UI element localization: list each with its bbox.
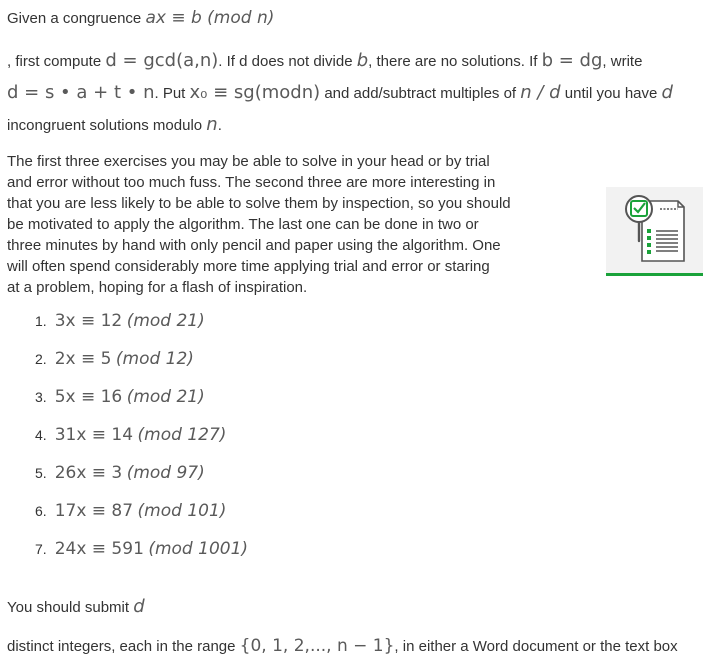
n-over-d-expression: n / d [520,82,561,103]
exercise-modulus: (mod 12) [115,349,194,369]
exercise-modulus: (mod 101) [137,501,227,521]
incongruent-text: incongruent solutions modulo [7,117,203,134]
if-not-divide-text: . If d does not divide [218,53,353,70]
put-text: . Put [154,85,186,102]
first-compute-text: , first compute [7,53,102,70]
exercise-expression: 5x ≡ 16 [54,387,123,407]
congruence-expression: ax ≡ b (mod n) [145,8,275,28]
paragraph-line: The first three exercises you may be able to solve in your head or by trial [7,153,490,170]
range-prefix-text: distinct integers, each in the range [7,638,236,655]
intro-line-3 [7,82,673,103]
exercise-item [35,539,248,565]
n-variable: n [206,114,218,135]
paragraph-line: at a problem, hoping for a flash of inspiration. [7,279,308,296]
exercise-number: 6. [35,503,47,519]
exercise-number: 2. [35,351,47,367]
exercise-expression: 24x ≡ 591 [54,539,144,559]
paragraph-line: three minutes by hand with only pencil and paper using the algorithm. One [7,237,501,254]
exercise-modulus: (mod 21) [126,387,205,407]
paragraph-line: that you are less likely to be able to solve them by inspection, so you should [7,195,511,212]
add-subtract-text: and add/subtract multiples of [324,85,517,102]
d-expression: d = s • a + t • n [7,82,155,103]
paragraph-line: and error without too much fuss. The second three are more interesting in [7,174,496,191]
checklist-magnifier-icon [606,187,703,273]
exercise-item [35,463,205,489]
no-solutions-text: , there are no solutions. If [368,53,538,70]
period-text: . [217,117,222,134]
gcd-expression: d = gcd(a,n) [105,50,219,71]
exercise-item [35,501,226,527]
exercise-modulus: (mod 1001) [148,539,249,559]
intro-line-4 [7,114,222,135]
range-instruction [7,636,678,656]
range-set-expression: {0, 1, 2,..., n − 1} [239,636,395,656]
write-text: , write [602,53,643,70]
exercise-number: 3. [35,389,47,405]
exercise-number: 5. [35,465,47,481]
exercise-number: 1. [35,313,47,329]
paragraph-line: be motivated to apply the algorithm. The last one can be done in two or [7,216,479,233]
submit-text: You should submit [7,599,130,616]
range-suffix-text: , in either a Word document or the text box [394,638,678,655]
checklist-illustration [606,187,703,276]
intro-line-1 [7,8,274,28]
intro-given-text: Given a congruence [7,10,142,27]
paragraph-line: will often spend considerably more time applying trial and error or staring [7,258,490,275]
d-variable: d [661,82,673,103]
exercise-number: 4. [35,427,47,443]
submit-d-variable: d [133,596,145,617]
exercise-item [35,311,205,337]
intro-line-2 [7,50,642,71]
exercise-expression: 3x ≡ 12 [54,311,123,331]
exercise-item [35,425,226,451]
exercise-expression: 31x ≡ 14 [54,425,134,445]
submit-instruction [7,596,145,617]
exercise-expression: 17x ≡ 87 [54,501,134,521]
exercise-description-paragraph [7,151,547,298]
b-variable: b [356,50,369,71]
exercise-expression: 26x ≡ 3 [54,463,123,483]
exercise-modulus: (mod 21) [126,311,205,331]
exercise-item [35,387,205,413]
until-text: until you have [564,85,658,102]
exercise-modulus: (mod 97) [126,463,205,483]
exercise-modulus: (mod 127) [137,425,227,445]
exercise-item [35,349,194,375]
b-equals-dg-expression: b = dg [541,50,603,71]
x0-expression: x₀ ≡ sg(modn) [189,82,321,103]
exercise-expression: 2x ≡ 5 [54,349,112,369]
exercise-number: 7. [35,541,47,557]
